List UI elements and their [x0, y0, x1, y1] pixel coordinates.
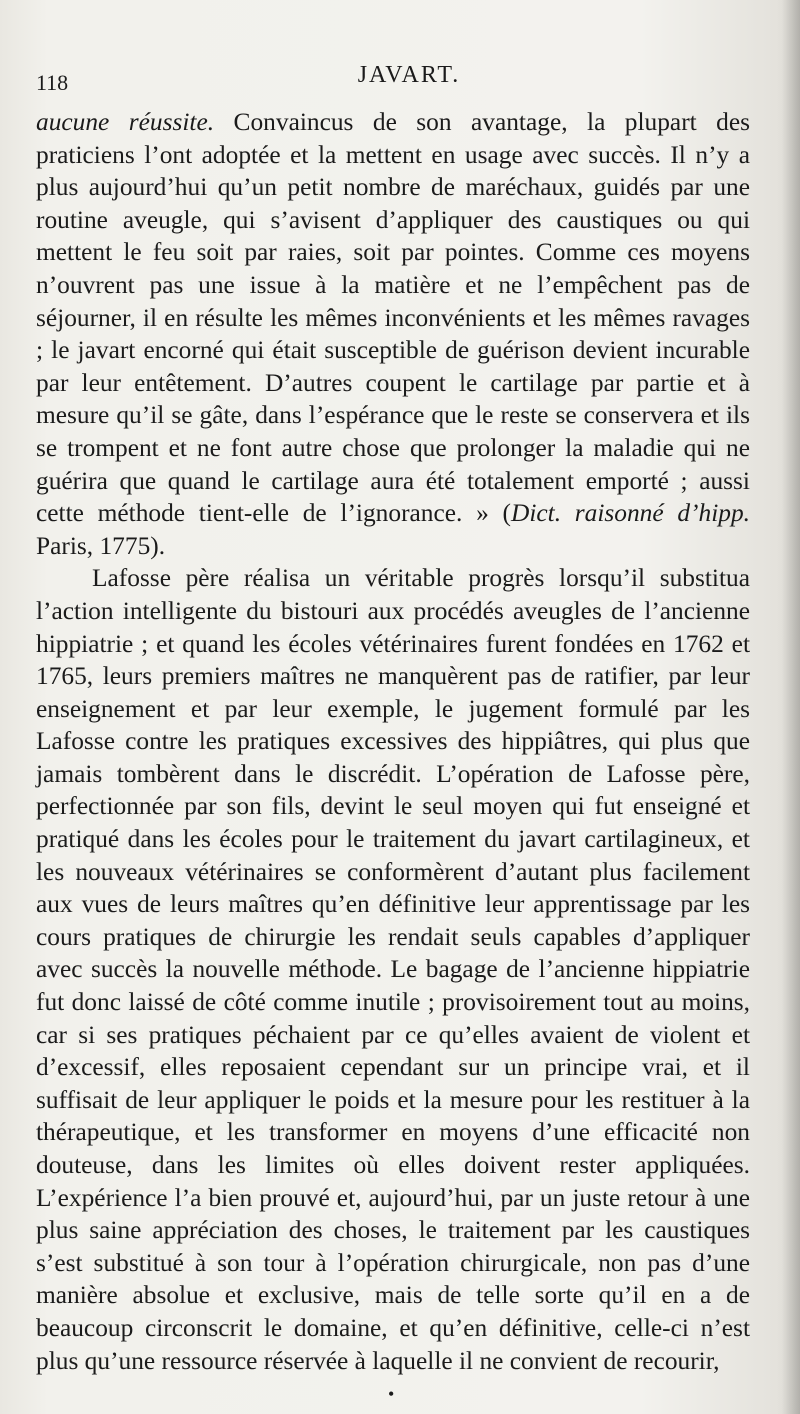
running-title: JAVART.	[357, 62, 461, 88]
paragraph-1-text: Convaincus de son avantage, la plupart des praticiens l’ont adoptée et la mettent en usage avec succès. Il n’y a plus aujourd’hui qu’un petit nombre de maréchaux, guidés par une routine aveugle, qui s’avisent d’appliquer des caustiques ou qui mettent le feu soit par raies, soit par pointes. Comme ces moyens n’ouvrent pas une issue à la matière et ne l’empêchent pas de séjourner, il en résulte les mêmes inconvénients et les mêmes ravages ; le javart encorné qui était susceptible de guérison devient incurable par leur entêtement. D’autres coupent le cartilage par partie et à mesure qu’il se gâte, dans l’espérance que le reste se conservera et ils se trompent et ne font autre chose que prolonger la maladie qui ne guérira que quand le cartilage aura été totalement emporté ; aussi cette méthode tient-elle de l’ignorance. » (	[36, 108, 750, 528]
page-number: 118	[36, 70, 69, 95]
paragraph-1-lead-italic: aucune réussite.	[36, 108, 215, 136]
paragraph-1-tail: Paris, 1775).	[36, 531, 166, 560]
body-text	[36, 106, 750, 1377]
citation-italic: Dict. raisonné d’hipp.	[510, 499, 750, 528]
footer-mark: •	[388, 1384, 395, 1404]
page-edge-shadow	[782, 0, 800, 1414]
paragraph-2: Lafosse père réalisa un véritable progrès lorsqu’il substitua l’action intelligente du bistouri aux procédés aveugles de l’ancienne hippiatrie ; et quand les écoles vétérinaires furent fondées en 1762 et 1765, leurs premiers maîtres ne manquèrent pas de ratifier, par leur enseignement et par leur exemple, le jugement formulé par les Lafosse contre les pratiques excessives des hippiâtres, qui plus que jamais tombèrent dans le discrédit. L’opération de Lafosse père, perfectionnée par son fils, devint le seul moyen qui fut enseigné et pratiqué dans les écoles pour le traitement du javart cartilagineux, et les nouveaux vétérinaires se conformèrent d’autant plus facilement aux vues de leurs maîtres qu’en définitive leur apprentissage par les cours pratiques de chirurgie les rendait seuls capables d’appliquer avec succès la nouvelle méthode. Le bagage de l’ancienne hippiatrie fut donc laissé de côté comme inutile ; provisoirement tout au moins, car si ses pratiques péchaient par ce qu’elles avaient de violent et d’excessif, elles reposaient cependant sur un principe vrai, et il suffisait de leur appliquer le poids et la mesure pour les restituer à la thérapeutique, et les transformer en moyens d’une efficacité non douteuse, dans les limites où elles doivent rester appliquées. L’expérience l’a bien prouvé et, aujourd’hui, par un juste retour à une plus saine appréciation des choses, le traitement par les caustiques s’est substitué à son tour à l’opération chirurgicale, non pas d’une manière absolue et exclusive, mais de telle sorte qu’il en a de beaucoup circonscrit le domaine, et qu’en définitive, celle-ci n’est plus qu’une ressource réservée à laquelle il ne convient de recourir,	[36, 564, 750, 1375]
paragraph-1	[36, 106, 750, 562]
page-header	[36, 62, 752, 106]
